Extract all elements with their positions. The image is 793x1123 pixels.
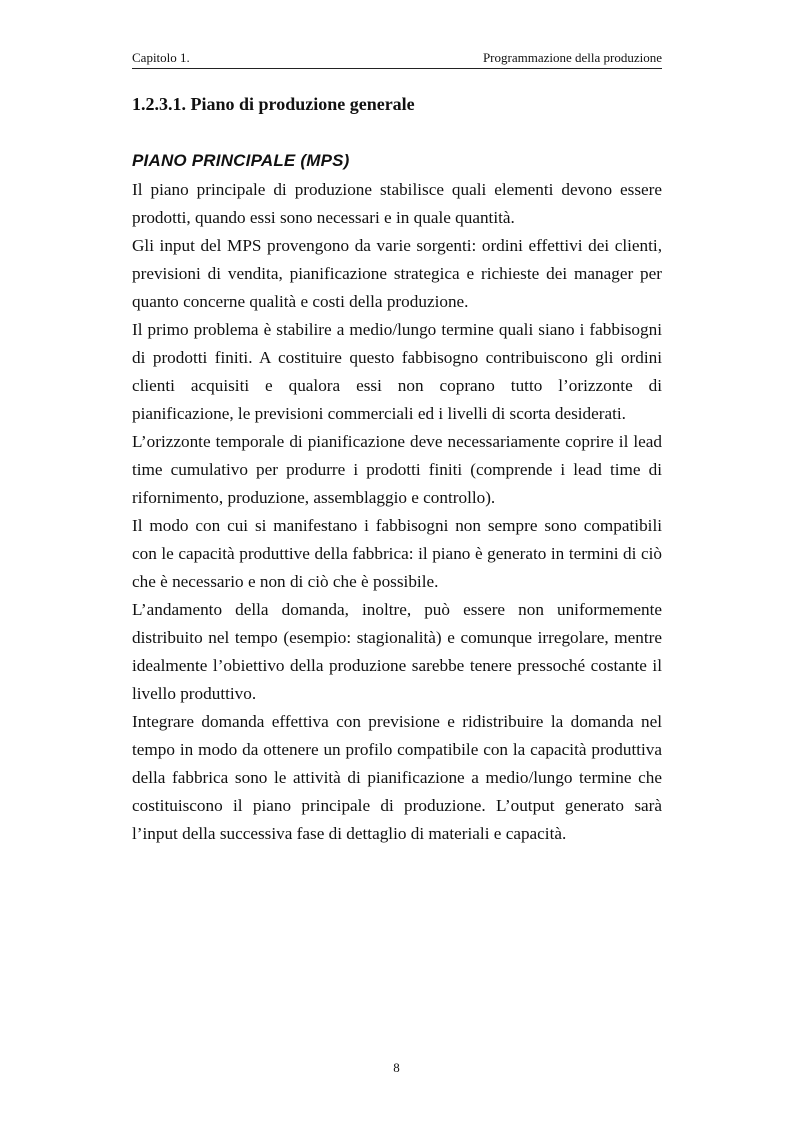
paragraph: L’orizzonte temporale di pianificazione deve necessariamente coprire il lead time cumulativo per produrre i prodotti finiti (comprende i lead time di rifornimento, produzione, assemblaggio e controllo). (132, 432, 662, 507)
paragraph: Il piano principale di produzione stabilisce quali elementi devono essere prodotti, quando essi sono necessari e in quale quantità. (132, 180, 662, 227)
header-chapter: Capitolo 1. (132, 50, 190, 65)
header-section-title: Programmazione della produzione (482, 50, 662, 65)
body-text (132, 176, 662, 848)
section-heading: 1.2.3.1. Piano di produzione generale (132, 94, 415, 114)
running-header (132, 48, 662, 69)
paragraph: Il primo problema è stabilire a medio/lungo termine quali siano i fabbisogni di prodotti finiti. A costituire questo fabbisogno contribuiscono gli ordini clienti acquisiti e qualora essi non coprano tutto l’orizzonte di pianificazione, le previsioni commerciali ed i livelli di scorta desiderati. (132, 320, 662, 423)
subheading: PIANO PRINCIPALE (MPS) (132, 151, 350, 170)
paragraph: L’andamento della domanda, inoltre, può essere non uniformemente distribuito nel tempo (esempio: stagionalità) e comunque irregolare, mentre idealmente l’obiettivo della produzione sarebbe tenere pressoché costante il livello produttivo. (132, 600, 662, 703)
page-number: 8 (393, 1060, 400, 1075)
paragraph: Integrare domanda effettiva con previsione e ridistribuire la domanda nel tempo in modo da ottenere un profilo compatibile con la capacità produttiva della fabbrica sono le attività di pianificazione a medio/lungo termine che costituiscono il piano principale di produzione. L’output generato sarà l’input della successiva fase di dettaglio di materiali e capacità. (132, 712, 662, 843)
paragraph: Il modo con cui si manifestano i fabbisogni non sempre sono compatibili con le capacità produttive della fabbrica: il piano è generato in termini di ciò che è necessario e non di ciò che è possibile. (132, 516, 662, 591)
paragraph: Gli input del MPS provengono da varie sorgenti: ordini effettivi dei clienti, previsioni di vendita, pianificazione strategica e richieste dei manager per quanto concerne qualità e costi della produzione. (132, 236, 662, 311)
